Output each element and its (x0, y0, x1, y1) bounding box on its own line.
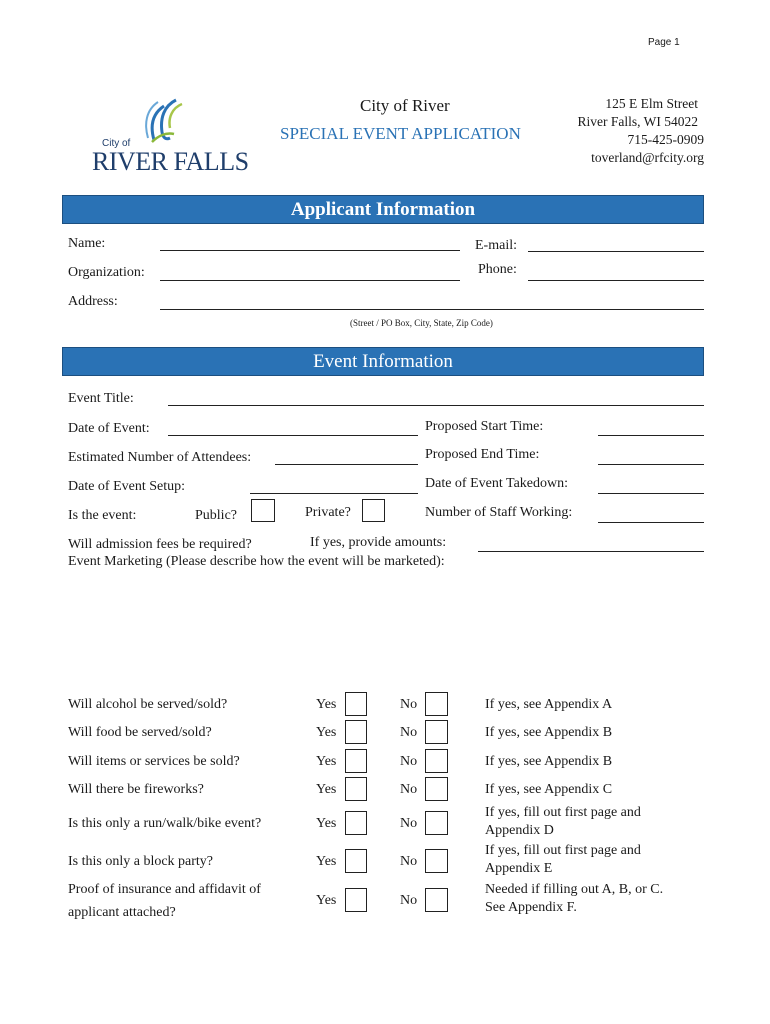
address-hint: (Street / PO Box, City, State, Zip Code) (350, 318, 493, 328)
yes-checkbox[interactable] (345, 692, 367, 716)
organization-label: Organization: (68, 265, 145, 280)
yes-checkbox[interactable] (345, 811, 367, 835)
no-label: No (400, 893, 418, 908)
no-checkbox[interactable] (425, 749, 448, 773)
yes-label: Yes (316, 816, 337, 831)
question-text: Will there be fireworks? (68, 782, 204, 797)
question-text: Will food be served/sold? (68, 725, 212, 740)
name-label: Name: (68, 236, 106, 251)
question-text: Will items or services be sold? (68, 754, 240, 769)
question-text: Proof of insurance and affidavit of (68, 882, 261, 897)
question-text-line2: applicant attached? (68, 905, 176, 920)
city-logo (92, 96, 249, 178)
public-checkbox[interactable] (251, 499, 275, 522)
private-label: Private? (305, 505, 351, 520)
marketing-area[interactable] (68, 574, 704, 684)
question-note-line2: See Appendix F. (485, 900, 577, 915)
staff-field[interactable] (598, 522, 704, 523)
yes-label: Yes (316, 697, 337, 712)
no-label: No (400, 782, 418, 797)
name-field[interactable] (160, 250, 460, 251)
start-time-field[interactable] (598, 435, 704, 436)
admission-label: Will admission fees be required? (68, 537, 252, 552)
amounts-label: If yes, provide amounts: (310, 535, 447, 550)
event-title-label: Event Title: (68, 391, 134, 406)
no-checkbox[interactable] (425, 720, 448, 744)
address-label: Address: (68, 294, 118, 309)
event-date-label: Date of Event: (68, 421, 150, 436)
contact-email: toverland@rfcity.org (591, 150, 704, 165)
question-note: If yes, fill out first page and (485, 805, 641, 820)
end-time-field[interactable] (598, 464, 704, 465)
page-number: Page 1 (648, 37, 680, 48)
event-date-field[interactable] (168, 435, 418, 436)
is-event-label: Is the event: (68, 508, 137, 523)
address-field[interactable] (160, 309, 704, 310)
question-note: Needed if filling out A, B, or C. (485, 882, 664, 897)
question-note: If yes, see Appendix A (485, 697, 613, 712)
form-title: SPECIAL EVENT APPLICATION (280, 124, 521, 143)
question-text: Will alcohol be served/sold? (68, 697, 228, 712)
yes-checkbox[interactable] (345, 720, 367, 744)
public-label: Public? (195, 508, 237, 523)
yes-label: Yes (316, 754, 337, 769)
no-label: No (400, 754, 418, 769)
setup-date-field[interactable] (250, 493, 418, 494)
question-note: If yes, see Appendix B (485, 754, 613, 769)
no-checkbox[interactable] (425, 849, 448, 873)
phone-label: Phone: (478, 262, 517, 277)
contact-phone: 715-425-0909 (627, 132, 704, 147)
question-text: Is this only a run/walk/bike event? (68, 816, 262, 831)
no-label: No (400, 697, 418, 712)
no-label: No (400, 816, 418, 831)
yes-label: Yes (316, 893, 337, 908)
question-text: Is this only a block party? (68, 854, 214, 869)
attendees-field[interactable] (275, 464, 418, 465)
yes-label: Yes (316, 725, 337, 740)
yes-label: Yes (316, 854, 337, 869)
yes-checkbox[interactable] (345, 888, 367, 912)
no-checkbox[interactable] (425, 888, 448, 912)
yes-label: Yes (316, 782, 337, 797)
no-label: No (400, 854, 418, 869)
no-checkbox[interactable] (425, 777, 448, 801)
no-checkbox[interactable] (425, 692, 448, 716)
start-time-label: Proposed Start Time: (425, 419, 544, 434)
question-note: If yes, see Appendix B (485, 725, 613, 740)
phone-field[interactable] (528, 280, 704, 281)
question-note-line2: Appendix D (485, 823, 554, 838)
contact-block (578, 95, 705, 167)
event-title-field[interactable] (168, 405, 704, 406)
email-label: E-mail: (475, 238, 517, 253)
takedown-date-label: Date of Event Takedown: (425, 476, 568, 491)
logo-big-text: RIVER FALLS (92, 147, 249, 176)
marketing-label: Event Marketing (Please describe how the event will be marketed): (68, 554, 445, 569)
city-name: City of River (360, 96, 450, 115)
yes-checkbox[interactable] (345, 849, 367, 873)
email-field[interactable] (528, 251, 704, 252)
no-checkbox[interactable] (425, 811, 448, 835)
amounts-field[interactable] (478, 551, 704, 552)
staff-label: Number of Staff Working: (425, 505, 573, 520)
contact-city: River Falls, WI 54022 (577, 114, 698, 129)
question-note: If yes, fill out first page and (485, 843, 641, 858)
question-note: If yes, see Appendix C (485, 782, 613, 797)
applicant-section-header: Applicant Information (62, 195, 704, 224)
yes-checkbox[interactable] (345, 777, 367, 801)
logo-small-text: City of (102, 138, 131, 149)
contact-street: 125 E Elm Street (605, 96, 698, 111)
attendees-label: Estimated Number of Attendees: (68, 450, 252, 465)
setup-date-label: Date of Event Setup: (68, 479, 186, 494)
event-section-header: Event Information (62, 347, 704, 376)
private-checkbox[interactable] (362, 499, 385, 522)
takedown-date-field[interactable] (598, 493, 704, 494)
no-label: No (400, 725, 418, 740)
question-note-line2: Appendix E (485, 861, 553, 876)
organization-field[interactable] (160, 280, 460, 281)
end-time-label: Proposed End Time: (425, 447, 540, 462)
yes-checkbox[interactable] (345, 749, 367, 773)
